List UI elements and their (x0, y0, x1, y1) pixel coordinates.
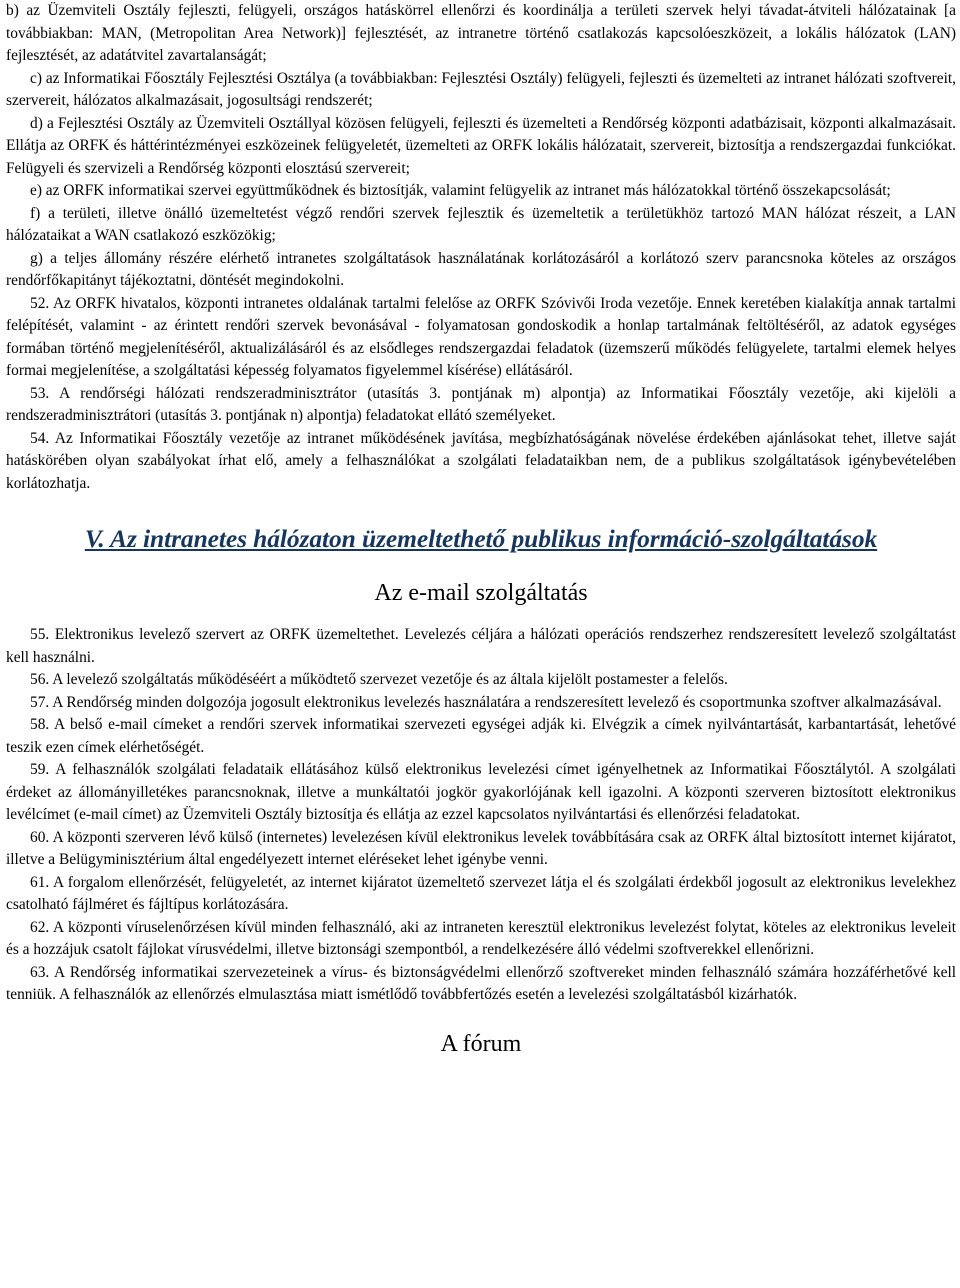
paragraph: 59. A felhasználók szolgálati feladataik ellátásához külső elektronikus levelezési címet igényelhetnek az Informatikai Főosztálytól. A szolgálati érdeket az állományilletékes parancsnoknak, illetve a munkáltatói jogkör gyakorlójának kell igazolni. A központi szerveren biztosított elektronikus levélcímet (e-mail címet) az Üzemviteli Osztály biztosítja és ellátja az ezzel kapcsolatos nyilvántartási és ellenőrzési feladatokat. (6, 761, 956, 823)
paragraph: 58. A belső e-mail címeket a rendőri szervek informatikai szervezeti egységei adják ki. Elvégzik a címek nyilvántartását, karbantartását, lehetővé teszik ezen címek elérhetőségét. (6, 716, 956, 756)
paragraph: d) a Fejlesztési Osztály az Üzemviteli Osztállyal közösen felügyeli, fejleszti és üzemelteti a Rendőrség központi adatbázisait, központi alkalmazásait. Ellátja az ORFK és háttérintézményei eszközeinek felügyeletét, üzemelteti az ORFK lokális hálózatait, szervereit, biztosítja a rendszergazdai funkciókat. Felügyeli és szervizeli a Rendőrség központi elosztású szervereit; (6, 114, 956, 177)
paragraph: 61. A forgalom ellenőrzését, felügyeletét, az internet kijáratot üzemeltető szervezet látja el és szolgálati érdekből jogosult az elektronikus levelekhez csatolható fájlméret és fájltípus korlátozására. (6, 873, 956, 913)
paragraph: f) a területi, illetve önálló üzemeltetést végző rendőri szervek fejlesztik és üzemeltetik a területükhöz tartozó MAN hálózat részeit, a LAN hálózataikat a WAN csatlakozó eszközökig; (6, 204, 956, 244)
paragraph: 53. A rendőrségi hálózati rendszeradminisztrátor (utasítás 3. pontjának m) alpontja) az Informatikai Főosztály vezetője, aki kijelöli a rendszeradminisztrátori (utasítás 3. pontjának n) alpontja) feladatokat ellátó személyeket. (6, 384, 956, 424)
subsection-title-email: Az e-mail szolgáltatás (374, 580, 588, 606)
paragraph: 60. A központi szerveren lévő külső (internetes) levelezésen kívül elektronikus levelek továbbítására csak az ORFK által biztosított internet kijáratot, illetve a Belügyminisztérium által engedélyezett internet eléréseket lehet igénybe venni. (6, 828, 956, 868)
paragraph: 57. A Rendőrség minden dolgozója jogosult elektronikus levelezés használatára a rendszeresített levelező és csoportmunka szoftver alkalmazásával. (30, 693, 942, 711)
paragraphs-before-section (6, 0, 956, 495)
paragraph: 55. Elektronikus levelező szervert az ORFK üzemeltethet. Levelezés céljára a hálózati operációs rendszerhez rendszeresített levelező szolgáltatást kell használni. (6, 626, 956, 666)
paragraph: 52. Az ORFK hivatalos, központi intranetes oldalának tartalmi felelőse az ORFK Szóvivői Iroda vezetője. Ennek keretében kialakítja annak tartalmi felépítését, valamint - az érintett rendőri szervek bevonásával - folyamatosan gondoskodik a honlap tartalmának feltöltéséről, az adatok egységes formában történő megjelenítéséről, aktualizálásáról és az elsődleges rendszergazdai feladatok (üzemszerű működés felügyelete, tartalmi elemek helyes formai megjelenítése, a szolgáltatási képesség folyamatos figyelemmel kísérése) ellátásáról. (6, 294, 956, 379)
paragraphs-email-service (6, 624, 956, 1007)
subsection-title-forum: A fórum (440, 1030, 522, 1057)
paragraph: e) az ORFK informatikai szervei együttműködnek és biztosítják, valamint felügyelik az intranet más hálózatokkal történő összekapcsolását; (30, 182, 891, 199)
paragraph: g) a teljes állomány részére elérhető intranetes szolgáltatások használatának korlátozásáról a korlátozó szerv parancsnoka köteles az országos rendőrfőkapitányt tájékoztatni, döntését megindokolni. (6, 249, 956, 289)
paragraph: 56. A levelező szolgáltatás működéséért a működtető szervezet vezetője és az általa kijelölt postamester a felelős. (30, 671, 728, 688)
section-title: V. Az intranetes hálózaton üzemeltethető publikus információ-szolgáltatások (84, 524, 878, 553)
paragraph: b) az Üzemviteli Osztály fejleszti, felügyeli, országos hatáskörrel ellenőrzi és koordinálja a területi szervek helyi távadat-átviteli hálózatainak [a továbbiakban: MAN, (Metropolitan Area Network)] fejlesztését, az intranetre történő csatlakozás kapcsolóeszközeit, a lokális hálózatok (LAN) fejlesztését, az adatátvitel zavartalanságát; (6, 2, 956, 64)
paragraph: c) az Informatikai Főosztály Fejlesztési Osztálya (a továbbiakban: Fejlesztési Osztály) felügyeli, fejleszti és üzemelteti az intranet hálózati szoftvereit, szervereit, hálózatos alkalmazásait, jogosultsági rendszerét; (6, 69, 956, 109)
paragraph: 63. A Rendőrség informatikai szervezeteinek a vírus- és biztonságvédelmi ellenőrző szoftvereket minden felhasználó számára hozzáférhetővé kell tenniük. A felhasználók az ellenőrzés elmulasztása miatt ismétlődő továbbfertőzés esetén a levelezési szolgáltatásból kizárhatók. (6, 963, 956, 1003)
paragraph: 62. A központi víruselenőrzésen kívül minden felhasználó, aki az intraneten keresztül elektronikus levelezést folytat, köteles az elektronikus leveleit és a hozzájuk csatolt fájlokat vírusvédelmi, illetve biztonsági szempontból, a rendelkezésére álló védelmi szoftverekkel ellenőrizni. (6, 918, 956, 958)
paragraph: 54. Az Informatikai Főosztály vezetője az intranet működésének javítása, megbízhatóságának növelése érdekében ajánlásokat tehet, illetve saját hatáskörében olyan szabályokat írhat elő, amely a felhasználókat a szolgálati feladataikban nem, de a publikus szolgáltatások igénybevételében korlátozhatja. (6, 429, 956, 492)
